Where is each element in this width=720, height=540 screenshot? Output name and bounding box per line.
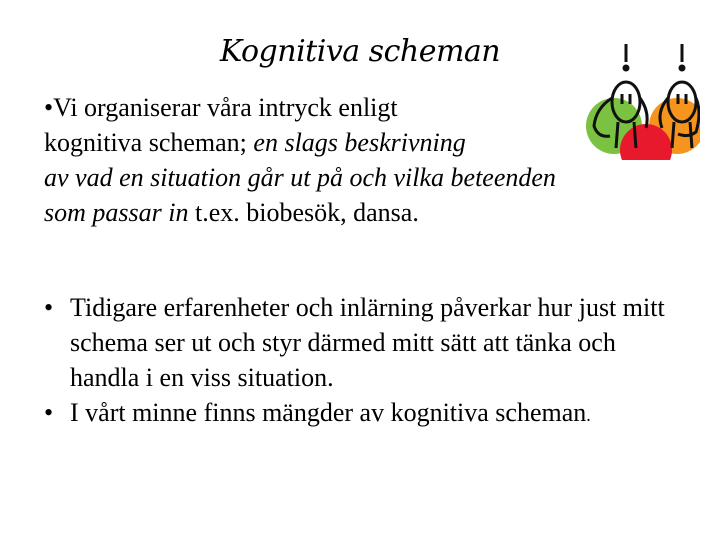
para1-text4: av vad en situation går ut på och vilka beteenden [44,163,556,192]
slide-title: Kognitiva scheman [219,34,501,69]
para1-line2 [44,125,684,160]
para1-line3 [44,160,684,195]
para1-text2: kognitiva scheman; [44,128,254,157]
bullet-mark: • [44,293,54,322]
para1-text5: som passar in [44,198,189,227]
list-item [44,395,684,433]
para1-line4 [44,195,684,230]
bullet-para-1 [44,90,684,230]
bullet-mark: • [44,398,54,427]
para1-text6: t.ex. biobesök, dansa. [188,198,419,227]
para3-end: . [586,405,591,425]
para1-line1 [44,90,684,125]
para3-text: I vårt minne finns mängder av kognitiva scheman [70,398,587,427]
para1-text3: en slags beskrivning [253,128,466,157]
para1-text1: Vi organiserar våra intryck enligt [53,93,398,122]
bullet-mark: • [44,93,54,122]
para2-text: Tidigare erfarenheter och inlärning påverkar hur just mitt schema ser ut och styr därmed mitt sätt att tänka och handla i en viss situation. [70,293,665,392]
list-item [44,290,684,395]
bullet-list [44,290,684,433]
